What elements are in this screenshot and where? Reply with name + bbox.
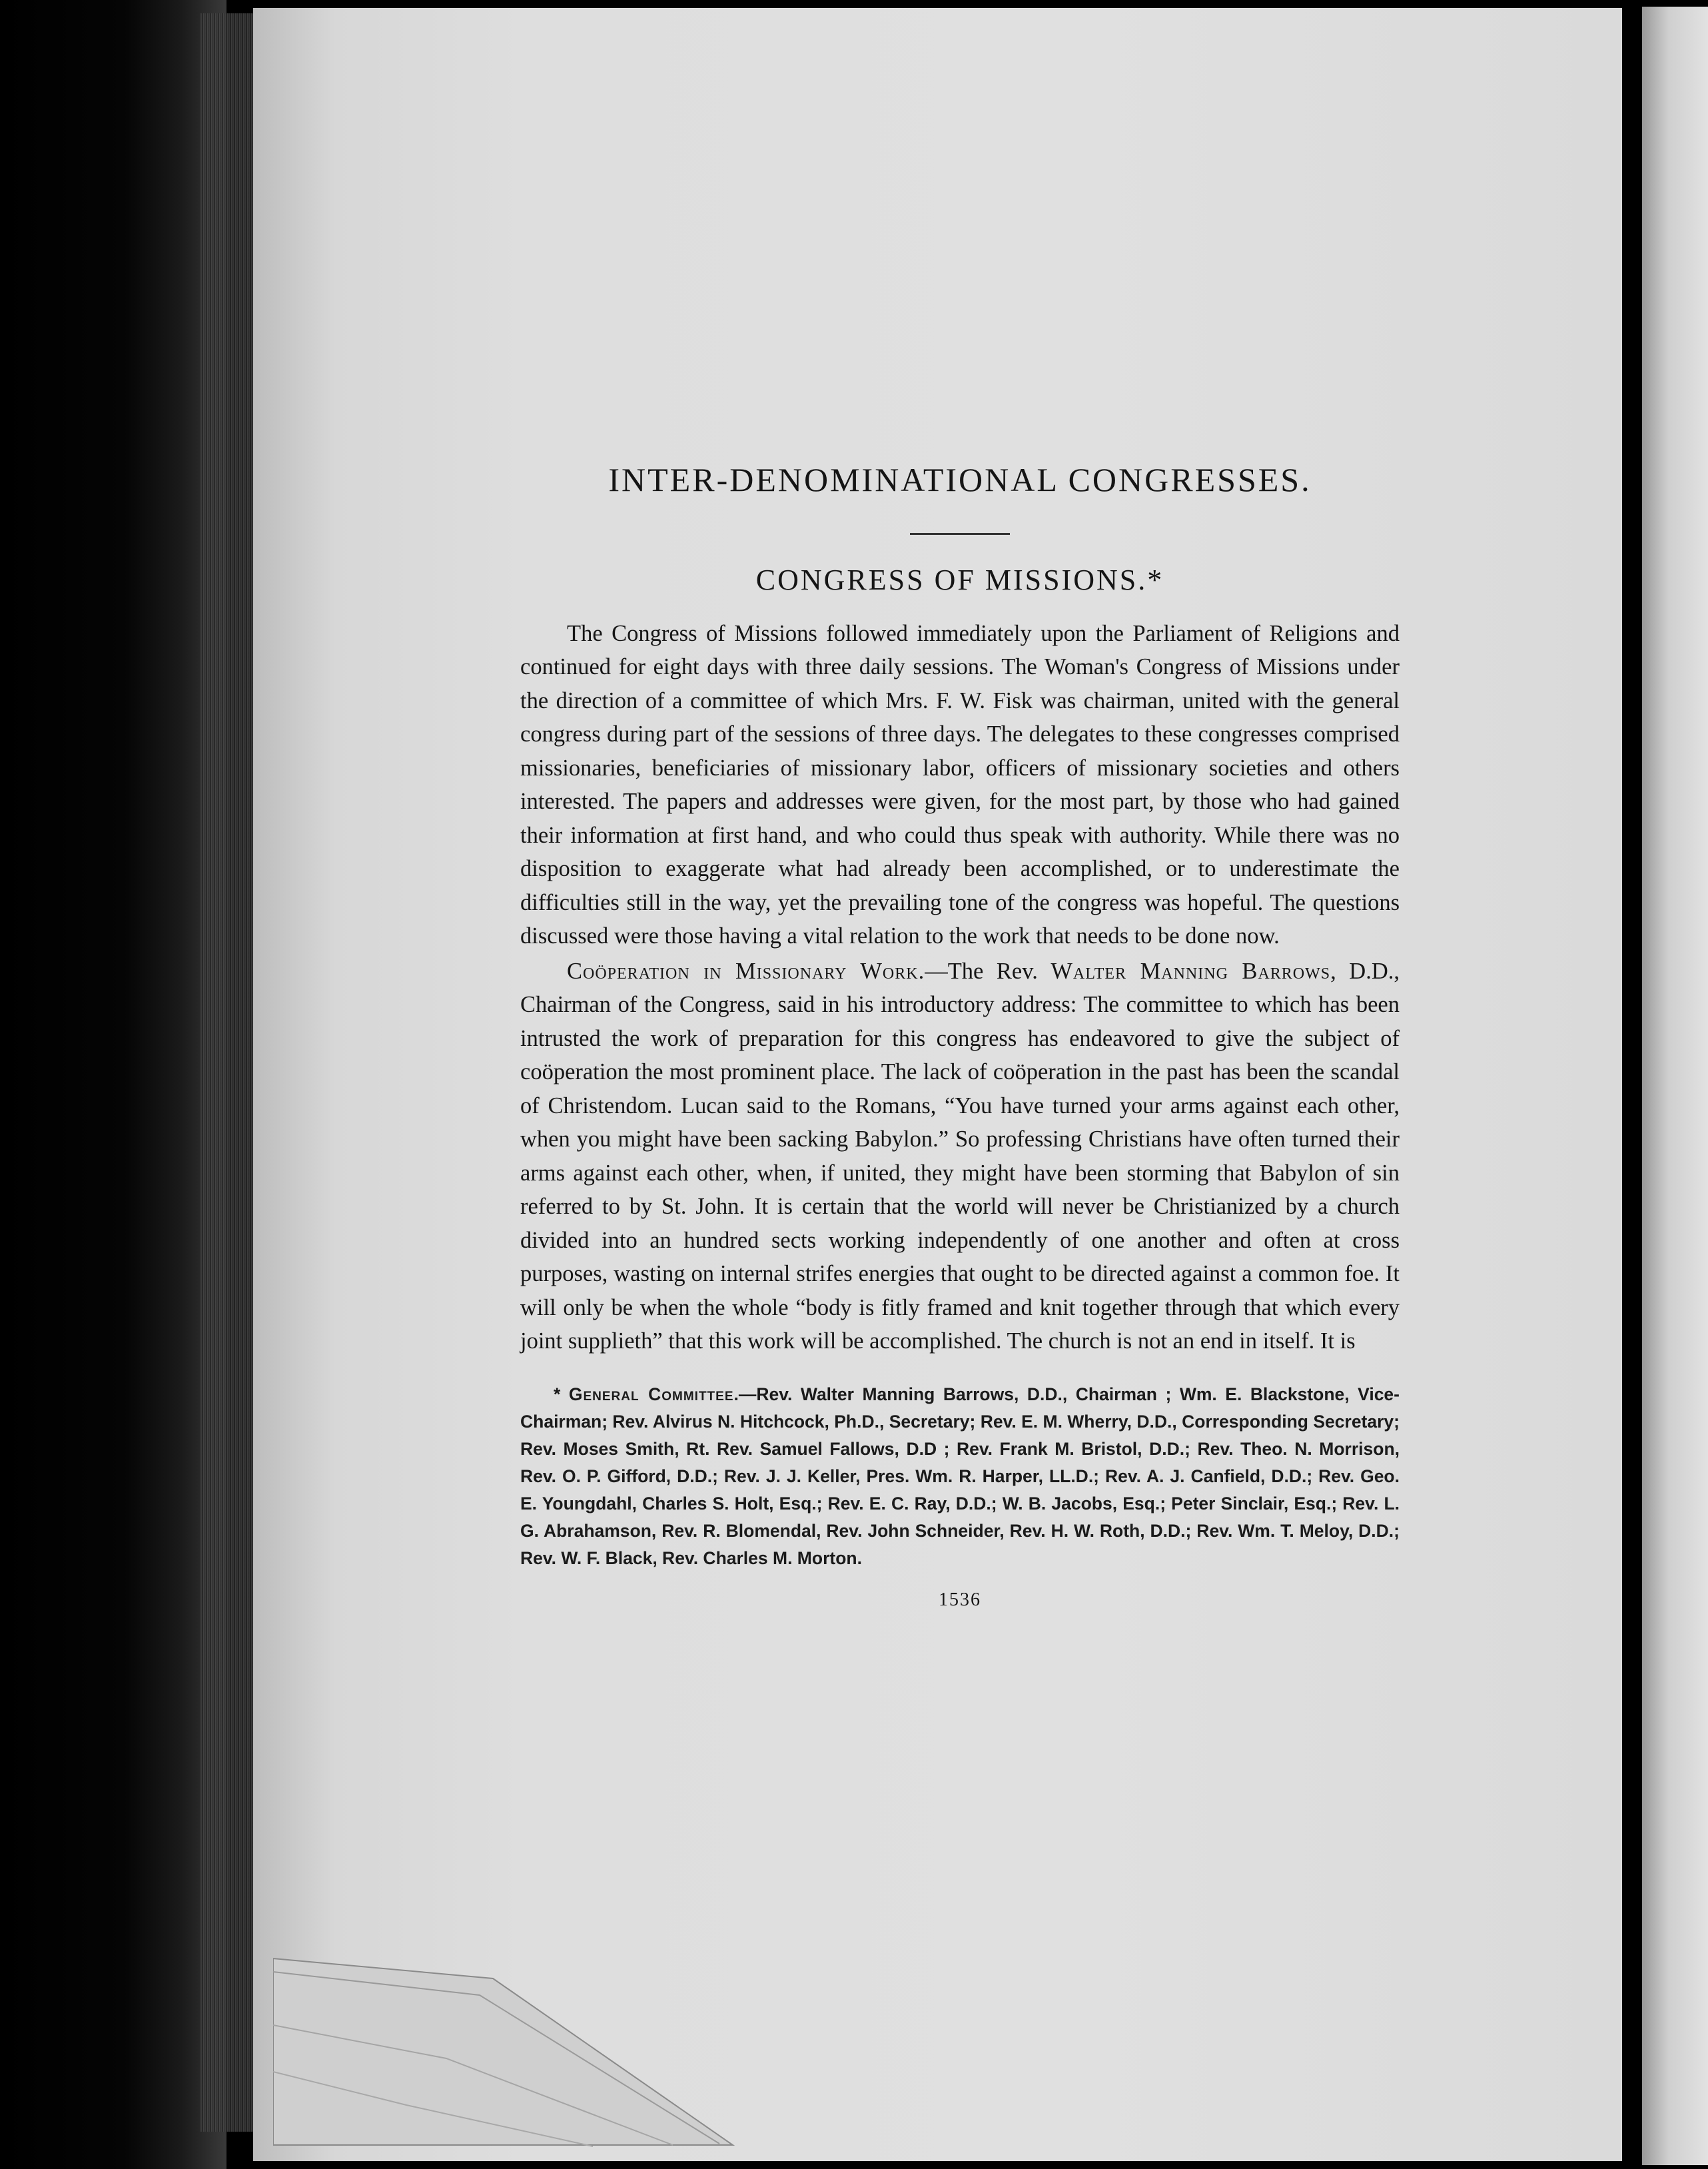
section-heading: CONGRESS OF MISSIONS.*	[755, 564, 1164, 596]
paragraph-dash: —The Rev.	[925, 958, 1051, 984]
book-edge-shadow	[0, 0, 226, 2169]
chapter-heading: INTER-DENOMINATIONAL CONGRESSES.	[608, 461, 1312, 498]
book-gutter	[1622, 0, 1642, 2169]
page-text-block	[520, 460, 1400, 1611]
speaker-name: Walter Manning Barrows	[1051, 958, 1331, 984]
footnote-body: .—Rev. Walter Manning Barrows, D.D., Chairman ; Wm. E. Blackstone, Vice-Chairman; Rev. Alvirus N. Hitchcock, Ph.D., Secretary; Rev. E. M. Wherry, D.D., Corresponding Secretary; Rev. Moses Smith, Rt. Rev. Samuel Fallows, D.D ; Rev. Frank M. Bristol, D.D.; Rev. Theo. N. Morrison, Rev. O. P. Gifford, D.D.; Rev. J. J. Keller, Pres. Wm. R. Harper, LL.D.; Rev. A. J. Canfield, D.D.; Rev. Geo. E. Youngdahl, Charles S. Holt, Esq.; Rev. E. C. Ray, D.D.; W. B. Jacobs, Esq.; Peter Sinclair, Esq.; Rev. L. G. Abrahamson, Rev. R. Blomendal, Rev. John Schneider, Rev. H. W. Roth, D.D.; Rev. Wm. T. Meloy, D.D.; Rev. W. F. Black, Rev. Charles M. Morton.	[520, 1384, 1400, 1568]
facing-page-edge	[1642, 7, 1708, 2165]
heading-divider	[910, 533, 1010, 535]
body-paragraph-cooperation	[520, 955, 1400, 1358]
folded-page-corner	[273, 1932, 739, 2152]
paragraph-body-text: , D.D., Chairman of the Congress, said in his introductory address: The committee to which has been intrusted the work of preparation for this congress has endeavored to give the subject of coöperation the most prominent place. The lack of coöperation in the past has been the scandal of Christendom. Lucan said to the Romans, “You have turned your arms against each other, when you might have been sacking Babylon.” So professing Christians have often turned their arms against each other, when, if united, they might have been storming that Babylon of sin referred to by St. John. It is certain that the world will never be Christianized by a church divided into an hundred sects working independently of one another and often at cross purposes, wasting on internal strifes energies that ought to be directed against a common foe. It will only be when the whole “body is fitly framed and knit together through that which every joint supplieth” that this work will be accomplished. The church is not an end in itself. It is	[520, 958, 1400, 1354]
footnote-mark: *	[554, 1384, 569, 1404]
page-stack-edges	[200, 13, 253, 2132]
body-paragraph-intro: The Congress of Missions followed immediately upon the Parliament of Religions and continued for eight days with three daily sessions. The Woman's Congress of Missions under the direction of a committee of which Mrs. F. W. Fisk was chairman, united with the general congress during part of the sessions of three days. The delegates to these congresses comprised missionaries, beneficiaries of missionary labor, officers of missionary societies and others interested. The papers and addresses were given, for the most part, by those who had gained their information at first hand, and who could thus speak with authority. While there was no disposition to exaggerate what had already been accomplished, or to underestimate the difficulties still in the way, yet the prevailing tone of the congress was hopeful. The questions discussed were those having a vital relation to the work that needs to be done now.	[520, 620, 1400, 949]
page-number: 1536	[939, 1589, 981, 1611]
footnote	[520, 1381, 1400, 1572]
footnote-lead: General Committee	[568, 1384, 734, 1404]
paragraph-lead-heading: Coöperation in Missionary Work.	[567, 958, 925, 984]
